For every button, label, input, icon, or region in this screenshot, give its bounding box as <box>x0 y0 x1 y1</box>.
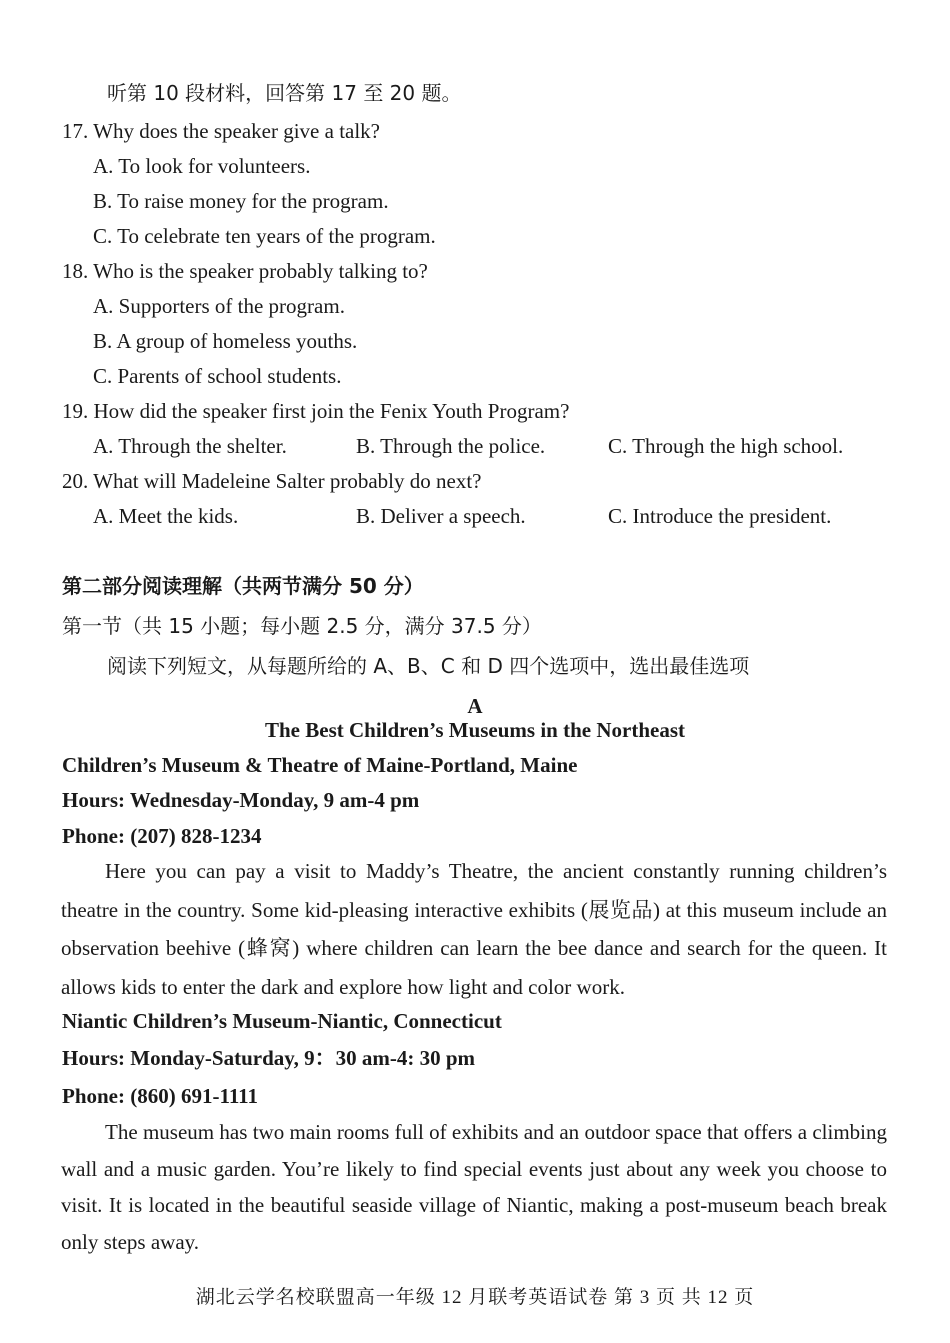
reading-instruction: 阅读下列短文，从每题所给的 A、B、C 和 D 四个选项中，选出最佳选项 <box>107 654 750 678</box>
museum-1-hours: Hours: Wednesday-Monday, 9 am-4 pm <box>62 788 420 812</box>
museum-2-description <box>61 1114 887 1260</box>
passage-letter: A <box>467 694 483 718</box>
museum-1-name: Children’s Museum & Theatre of Maine-Portland, Maine <box>62 753 578 777</box>
question-19-option-b: B. Through the police. <box>356 434 546 458</box>
museum-1-description-text: Here you can pay a visit to Maddy’s Theatre, the ancient constantly running children’s theatre in the country. Some kid-pleasing interactive exhibits (展览品) at this museum include an observation beehive (蜂窝) where children can learn the bee dance and search for the queen. It allows kids to enter the dark and explore how light and color work. <box>61 859 887 999</box>
passage-title: The Best Children’s Museums in the Northeast <box>264 718 685 742</box>
question-18-option-c: C. Parents of school students. <box>93 364 342 388</box>
question-17-option-a: A. To look for volunteers. <box>93 154 311 178</box>
question-18: 18. Who is the speaker probably talking to? <box>62 259 428 283</box>
museum-2-hours: Hours: Monday-Saturday, 9：30 am-4: 30 pm <box>62 1046 476 1070</box>
question-20: 20. What will Madeleine Salter probably do next? <box>62 469 482 493</box>
museum-2-name: Niantic Children’s Museum-Niantic, Connecticut <box>62 1009 502 1033</box>
museum-1-description <box>61 852 887 1006</box>
question-18-option-a: A. Supporters of the program. <box>93 294 345 318</box>
museum-2-description-text: The museum has two main rooms full of exhibits and an outdoor space that offers a climbing wall and a music garden. You’re likely to find special events just about any week you choose to visit. It is located in the beautiful seaside village of Niantic, making a post-museum beach break only steps away. <box>61 1120 887 1254</box>
question-17-option-b: B. To raise money for the program. <box>93 189 389 213</box>
reading-section-title: 第一节（共 15 小题；每小题 2.5 分，满分 37.5 分） <box>62 614 542 638</box>
question-18-option-b: B. A group of homeless youths. <box>93 329 358 353</box>
question-19-option-a: A. Through the shelter. <box>93 434 287 458</box>
question-20-option-c: C. Introduce the president. <box>608 504 832 528</box>
listening-instruction: 听第 10 段材料，回答第 17 至 20 题。 <box>107 81 462 105</box>
reading-part-title: 第二部分阅读理解（共两节满分 50 分） <box>62 574 424 598</box>
question-17-option-c: C. To celebrate ten years of the program. <box>93 224 436 248</box>
question-19: 19. How did the speaker first join the Fenix Youth Program? <box>62 399 570 423</box>
question-20-option-a: A. Meet the kids. <box>93 504 239 528</box>
museum-2-phone: Phone: (860) 691-1111 <box>62 1084 259 1108</box>
page-footer: 湖北云学名校联盟高一年级 12 月联考英语试卷 第 3 页 共 12 页 <box>195 1287 755 1308</box>
museum-1-phone: Phone: (207) 828-1234 <box>62 824 262 848</box>
question-20-option-b: B. Deliver a speech. <box>356 504 526 528</box>
question-19-option-c: C. Through the high school. <box>608 434 844 458</box>
question-17: 17. Why does the speaker give a talk? <box>62 119 381 143</box>
